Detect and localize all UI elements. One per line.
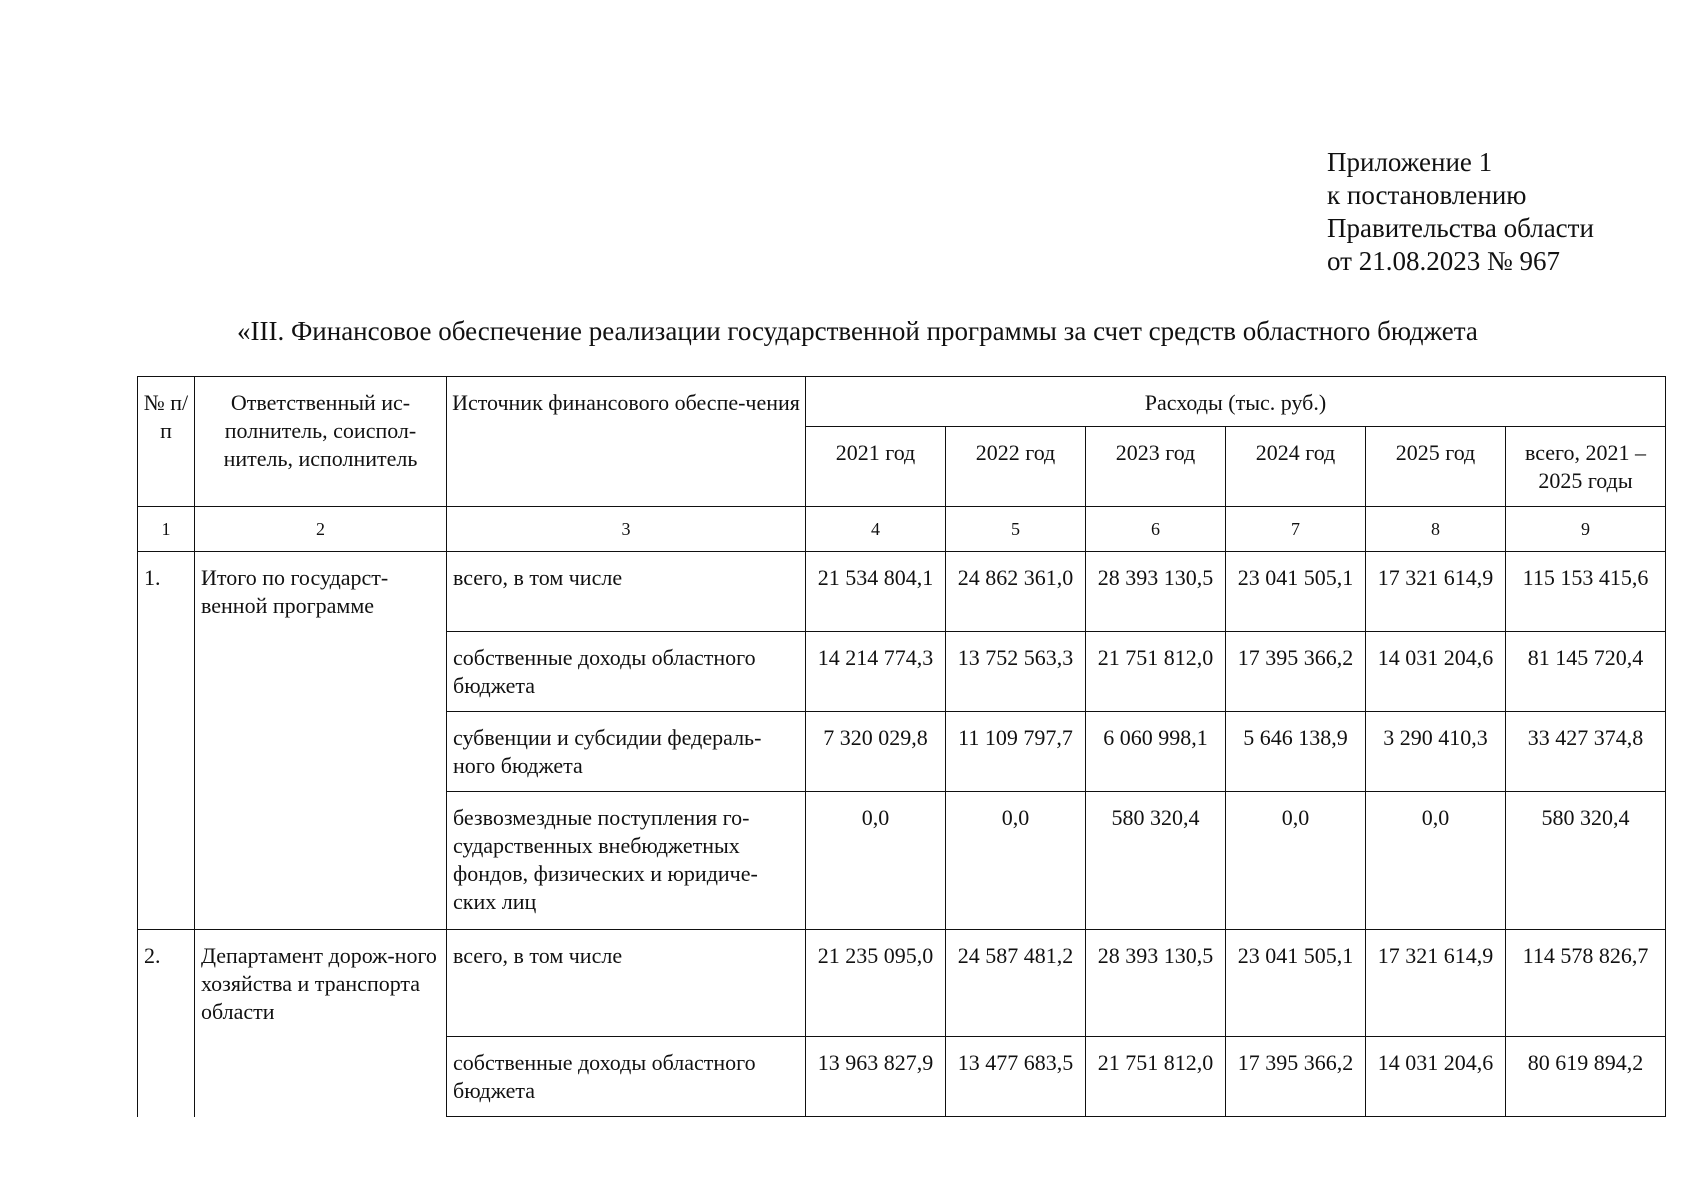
row-value: 24 587 481,2 (946, 930, 1086, 1037)
table-row (138, 930, 1666, 1037)
row-value: 24 862 361,0 (946, 552, 1086, 632)
row-value: 21 235 095,0 (806, 930, 946, 1037)
row-value: 14 031 204,6 (1366, 1037, 1506, 1117)
row-value: 14 214 774,3 (806, 632, 946, 712)
row-source: безвозмездные поступления го-сударственных внебюджетных фондов, физических и юридиче-ских лиц (447, 792, 806, 930)
row-source: субвенции и субсидии федераль-ного бюджета (447, 712, 806, 792)
row-value: 23 041 505,1 (1226, 552, 1366, 632)
column-number: 4 (806, 507, 946, 552)
appendix-line: от 21.08.2023 № 967 (1327, 246, 1560, 276)
row-value-total: 33 427 374,8 (1506, 712, 1666, 792)
column-number: 6 (1086, 507, 1226, 552)
row-value: 23 041 505,1 (1226, 930, 1366, 1037)
column-number: 2 (195, 507, 447, 552)
column-number: 1 (138, 507, 195, 552)
header-year: 2021 год (806, 427, 946, 507)
row-value: 28 393 130,5 (1086, 930, 1226, 1037)
row-value: 13 963 827,9 (806, 1037, 946, 1117)
row-value: 13 477 683,5 (946, 1037, 1086, 1117)
header-year: 2025 год (1366, 427, 1506, 507)
row-value: 17 321 614,9 (1366, 552, 1506, 632)
row-value: 6 060 998,1 (1086, 712, 1226, 792)
row-number: 2. (138, 930, 195, 1117)
row-value: 21 751 812,0 (1086, 632, 1226, 712)
column-number: 9 (1506, 507, 1666, 552)
row-value: 28 393 130,5 (1086, 552, 1226, 632)
row-value: 21 534 804,1 (806, 552, 946, 632)
header-expenses: Расходы (тыс. руб.) (806, 377, 1666, 427)
header-year: 2023 год (1086, 427, 1226, 507)
appendix-line: Правительства области (1327, 213, 1594, 243)
header-year: 2022 год (946, 427, 1086, 507)
financing-table (137, 376, 1666, 1117)
row-value: 0,0 (806, 792, 946, 930)
table-row (138, 552, 1666, 632)
row-value-total: 114 578 826,7 (1506, 930, 1666, 1037)
row-source: собственные доходы областного бюджета (447, 632, 806, 712)
appendix-block (1327, 146, 1594, 278)
header-num: № п/п (138, 377, 195, 507)
row-value: 13 752 563,3 (946, 632, 1086, 712)
row-value: 17 395 366,2 (1226, 1037, 1366, 1117)
column-number: 7 (1226, 507, 1366, 552)
row-executor: Итого по государст-венной программе (195, 552, 447, 930)
appendix-line: к постановлению (1327, 180, 1527, 210)
row-value: 0,0 (1366, 792, 1506, 930)
row-value-total: 80 619 894,2 (1506, 1037, 1666, 1117)
row-value: 0,0 (1226, 792, 1366, 930)
column-number: 3 (447, 507, 806, 552)
row-value: 17 395 366,2 (1226, 632, 1366, 712)
header-year-total: всего, 2021 – 2025 годы (1506, 427, 1666, 507)
row-value: 580 320,4 (1086, 792, 1226, 930)
column-number: 5 (946, 507, 1086, 552)
header-source: Источник финансового обеспе-чения (447, 377, 806, 507)
section-title: «III. Финансовое обеспечение реализации государственной программы за счет средств областного бюджета (237, 316, 1478, 346)
row-value-total: 580 320,4 (1506, 792, 1666, 930)
row-value: 0,0 (946, 792, 1086, 930)
row-value: 5 646 138,9 (1226, 712, 1366, 792)
row-value: 17 321 614,9 (1366, 930, 1506, 1037)
row-value-total: 115 153 415,6 (1506, 552, 1666, 632)
row-value: 7 320 029,8 (806, 712, 946, 792)
row-source: собственные доходы областного бюджета (447, 1037, 806, 1117)
column-number: 8 (1366, 507, 1506, 552)
header-year: 2024 год (1226, 427, 1366, 507)
row-value: 11 109 797,7 (946, 712, 1086, 792)
row-executor: Департамент дорож-ного хозяйства и транспорта области (195, 930, 447, 1117)
row-value: 14 031 204,6 (1366, 632, 1506, 712)
row-value-total: 81 145 720,4 (1506, 632, 1666, 712)
row-value: 21 751 812,0 (1086, 1037, 1226, 1117)
header-executor: Ответственный ис-полнитель, соиспол-нитель, исполнитель (195, 377, 447, 507)
row-source: всего, в том числе (447, 930, 806, 1037)
row-number: 1. (138, 552, 195, 930)
row-source: всего, в том числе (447, 552, 806, 632)
appendix-line: Приложение 1 (1327, 147, 1493, 177)
row-value: 3 290 410,3 (1366, 712, 1506, 792)
